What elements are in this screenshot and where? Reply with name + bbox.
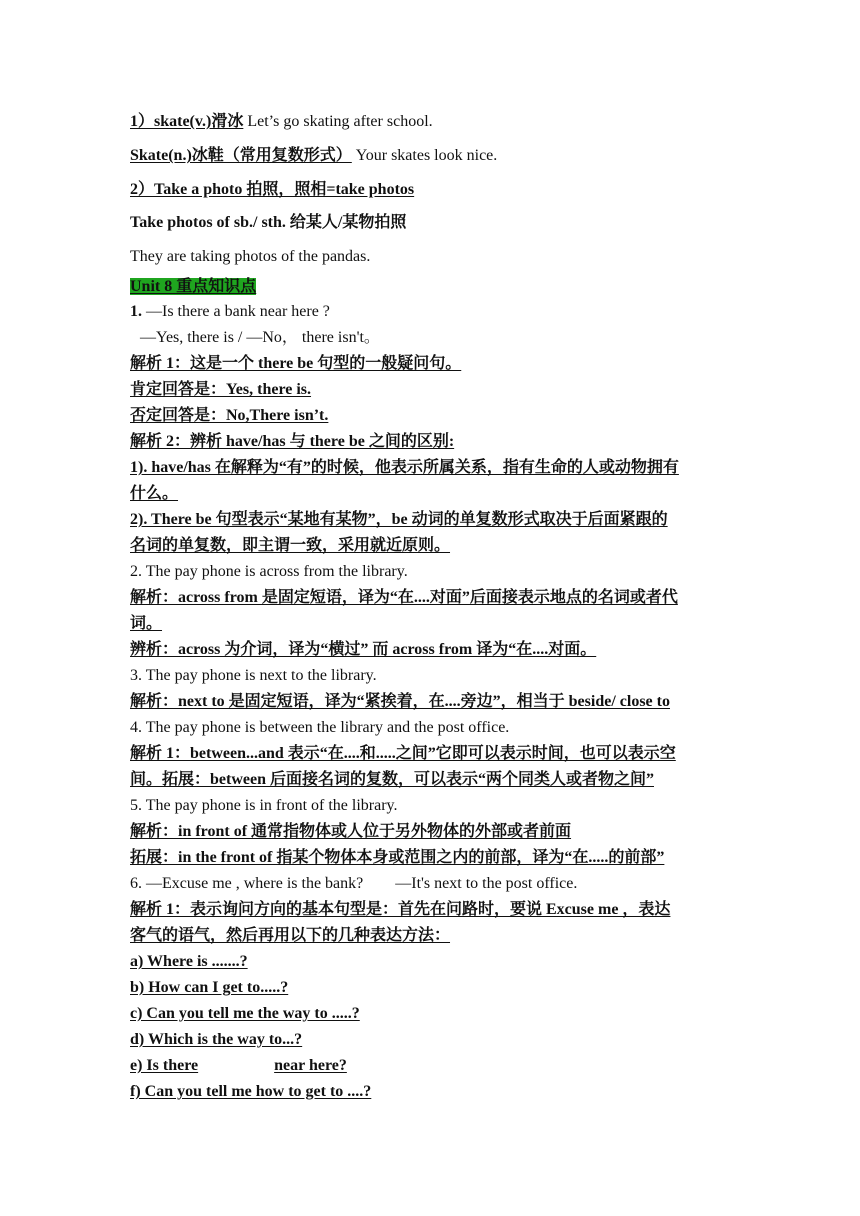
analysis-1-negative: 否定回答是：No,There isn’t. [130,407,329,424]
question-2: 2. The pay phone is across from the library. [130,563,408,580]
option-e-suffix: near here? [274,1057,347,1074]
vocab-skate-verb [130,112,433,132]
vocab-take-photos-of: Take photos of sb./ sth. 给某人/某物拍照 [130,214,407,231]
question-6-analysis-line-2: 客气的语气，然后再用以下的几种表达方法： [130,927,451,944]
question-5-extension: 拓展：in the front of 指某个物体本身或范围之内的前部，译为“在.....的前部” [130,849,665,866]
question-3-analysis: 解析：next to 是固定短语，译为“紧挨着，在....旁边”，相当于 beside/ close to [130,693,670,710]
question-5-analysis: 解析：in front of 通常指物体或人位于另外物体的外部或者前面 [130,823,572,840]
analysis-2-point-1-line-1: 1). have/has 在解释为“有”的时候，他表示所属关系，指有生命的人或动物拥有 [130,459,679,476]
option-d: d) Which is the way to...? [130,1031,303,1048]
question-4: 4. The pay phone is between the library and the post office. [130,719,510,736]
example-skate-noun: Your skates look nice. [351,147,498,164]
analysis-2: 解析 2：辨析 have/has 与 there be 之间的区别: [130,433,455,450]
term-skate-verb: 1）skate(v.)滑冰 [130,113,244,130]
question-2-analysis-line-2: 词。 [130,615,163,632]
analysis-2-point-1-line-2: 什么。 [130,485,179,502]
vocab-take-photo: 2）Take a photo 拍照，照相=take photos [130,181,415,198]
question-6-analysis-line-1: 解析 1：表示询问方向的基本句型是：首先在问路时，要说 Excuse me ，表达 [130,901,671,918]
analysis-1: 解析 1：这是一个 there be 句型的一般疑问句。 [130,355,462,372]
question-1-number: 1. [130,303,142,320]
vocab-skate-noun [130,146,497,166]
question-1 [130,302,330,322]
question-4-analysis-line-1: 解析 1：between...and 表示“在....和.....之间”它即可以表示时间，也可以表示空 [130,745,676,762]
question-3: 3. The pay phone is next to the library. [130,667,377,684]
option-e-blank [198,1056,274,1076]
option-b: b) How can I get to.....? [130,979,289,996]
option-e-prefix: e) Is there [130,1057,199,1074]
unit-heading-text: Unit 8 重点知识点 [130,278,257,295]
option-f: f) Can you tell me how to get to ....? [130,1083,372,1100]
option-a: a) Where is .......? [130,953,248,970]
question-1-text: —Is there a bank near here ? [142,303,330,320]
example-skate-verb: Let’s go skating after school. [243,113,433,130]
analysis-2-point-2-line-2: 名词的单复数，即主谓一致，采用就近原则。 [130,537,451,554]
analysis-2-point-2-line-1: 2). There be 句型表示“某地有某物”，be 动词的单复数形式取决于后面紧跟的 [130,511,668,528]
option-c: c) Can you tell me the way to .....? [130,1005,360,1022]
question-4-analysis-line-2: 间。拓展：between 后面接名词的复数，可以表示“两个同类人或者物之间” [130,771,654,788]
unit-heading [130,277,256,297]
question-5: 5. The pay phone is in front of the library. [130,797,398,814]
option-e [130,1056,347,1076]
term-skate-noun: Skate(n.)冰鞋（常用复数形式） [130,147,352,164]
question-2-comparison: 辨析：across 为介词，译为“横过” 而 across from 译为“在....对面。 [130,641,597,658]
question-6: 6. —Excuse me , where is the bank? —It's next to the post office. [130,875,578,892]
question-2-analysis-line-1: 解析：across from 是固定短语，译为“在....对面”后面接表示地点的名词或者代 [130,589,678,606]
question-1-answer: —Yes, there is / —No， there isn't。 [140,329,380,346]
analysis-1-affirmative: 肯定回答是：Yes, there is. [130,381,312,398]
example-pandas: They are taking photos of the pandas. [130,248,371,265]
